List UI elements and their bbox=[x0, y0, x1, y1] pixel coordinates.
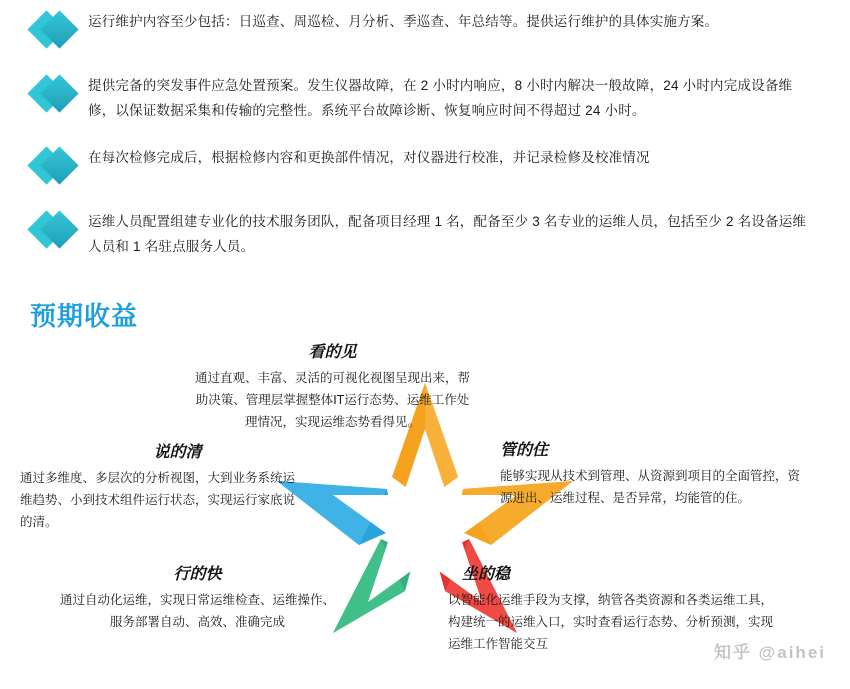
diamond-bullet-icon bbox=[30, 148, 88, 188]
benefit-title: 行的快 bbox=[173, 565, 222, 583]
benefit-node-left bbox=[20, 439, 295, 534]
page-title: 预期收益 bbox=[30, 300, 139, 331]
diamond-bullet-icon bbox=[30, 76, 88, 116]
benefit-title: 坐的稳 bbox=[462, 565, 511, 583]
benefit-desc: 通过多维度、多层次的分析视图，大到业务系统运维趋势、小到技术组件运行状态，实现运行家底说的清。 bbox=[20, 470, 296, 529]
list-item bbox=[30, 10, 820, 52]
list-item-text: 运维人员配置组建专业化的技术服务团队，配备项目经理 1 名，配备至少 3 名专业的运维人员，包括至少 2 名设备运维人员和 1 名驻点服务人员。 bbox=[88, 213, 807, 254]
watermark: 知乎 @aihei bbox=[713, 642, 826, 662]
benefit-title: 看的见 bbox=[308, 343, 357, 361]
benefit-node-top bbox=[195, 339, 470, 434]
benefit-desc: 通过直观、丰富、灵活的可视化视图呈现出来，帮助决策、管理层掌握整体IT运行态势、运维工作处理情况，实现运维态势看得见。 bbox=[195, 370, 471, 429]
benefit-desc: 能够实现从技术到管理、从资源到项目的全面管控，资源进出、运维过程、是否异常，均能管的住。 bbox=[500, 468, 801, 505]
benefit-node-right bbox=[500, 437, 800, 510]
benefit-desc: 以智能化运维手段为支撑，纳管各类资源和各类运维工具，构建统一的运维入口，实时查看运行态势、分析预测，实现运维工作智能交互 bbox=[448, 592, 774, 651]
list-item-text: 在每次检修完成后，根据检修内容和更换部件情况，对仪器进行校准，并记录检修及校准情况 bbox=[88, 149, 650, 165]
list-item bbox=[30, 146, 820, 188]
bullet-list bbox=[0, 0, 850, 260]
list-item bbox=[30, 210, 820, 260]
diamond-bullet-icon bbox=[30, 212, 88, 252]
benefit-node-bottom-left bbox=[60, 561, 335, 634]
list-item-text: 运行维护内容至少包括：日巡查、周巡检、月分析、季巡查、年总结等。提供运行维护的具体实施方案。 bbox=[88, 14, 719, 29]
list-item bbox=[30, 74, 820, 124]
benefit-title: 说的清 bbox=[153, 443, 202, 461]
diamond-bullet-icon bbox=[30, 12, 88, 52]
benefit-desc: 通过自动化运维，实现日常运维检查、运维操作、服务部署自动、高效、准确完成 bbox=[60, 592, 336, 629]
benefit-title: 管的住 bbox=[500, 441, 549, 459]
list-item-text: 提供完备的突发事件应急处置预案。发生仪器故障，在 2 小时内响应，8 小时内解决一般故障，24 小时内完成设备维修，以保证数据采集和传输的完整性。系统平台故障诊断、恢复响应时间不得超过 24 小时。 bbox=[88, 78, 793, 118]
benefits-star-diagram bbox=[0, 339, 850, 689]
